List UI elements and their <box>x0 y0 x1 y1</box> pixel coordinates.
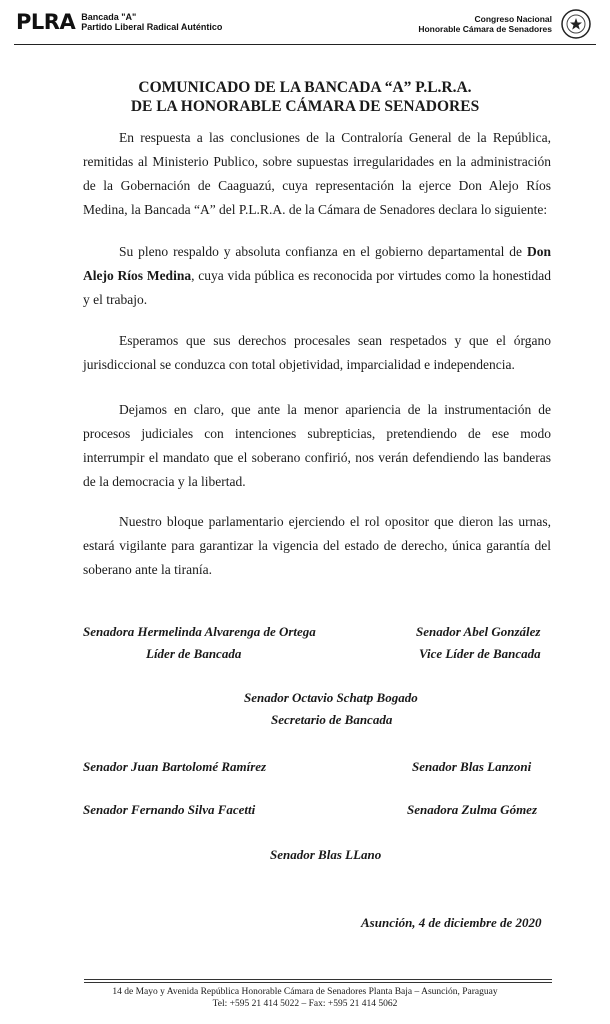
congress-line-2: Honorable Cámara de Senadores <box>418 24 552 34</box>
place-date: Asunción, 4 de diciembre de 2020 <box>361 915 542 930</box>
paragraph-3-text: Esperamos que sus derechos procesales sean respetados y que el órgano jurisdiccional se conduzca con total objetividad, imparcialidad e independencia. <box>83 333 551 372</box>
plra-wordmark: PLRA <box>16 10 76 34</box>
signature-name-6: Senador Fernando Silva Facetti <box>83 802 256 817</box>
paragraph-2-text-a: Su pleno respaldo y absoluta confianza en el gobierno departamental de <box>119 244 523 259</box>
paragraph-1-text: En respuesta a las conclusiones de la Contraloría General de la República, remitidas al Ministerio Publico, sobre supuestas irregularidades en la administración de la Gobernación de Caaguazú, cuya representación la ejerce Don Alejo Ríos Medina, la Bancada “A” del P.L.R.A. de la Cámara de Senadores declara lo siguiente: <box>83 130 551 217</box>
congress-line-1: Congreso Nacional <box>474 14 552 24</box>
governor-name: Don Alejo Ríos Medina <box>83 244 551 283</box>
footer-divider-bottom <box>84 982 552 983</box>
plra-logo <box>16 10 222 34</box>
signature-name-1: Senadora Hermelinda Alvarenga de Ortega <box>83 624 316 639</box>
letterhead <box>14 8 596 44</box>
bancada-label: Bancada "A" <box>81 12 137 22</box>
footer-divider-top <box>84 979 552 980</box>
paragraph-3 <box>83 329 551 377</box>
congress-label <box>418 14 552 34</box>
signature-name-5: Senador Blas Lanzoni <box>412 759 532 774</box>
signature-role-2: Vice Líder de Bancada <box>419 646 541 661</box>
signature-role-3: Secretario de Bancada <box>271 712 393 727</box>
national-seal-icon <box>560 8 592 40</box>
title-line-2: DE LA HONORABLE CÁMARA DE SENADORES <box>130 98 480 115</box>
signature-name-2: Senador Abel González <box>416 624 541 639</box>
paragraph-5 <box>83 510 551 582</box>
paragraph-2-text-b: , cuya vida pública es reconocida por virtudes como la honestidad y el trabajo. <box>83 268 551 307</box>
signature-name-4: Senador Juan Bartolomé Ramírez <box>83 759 267 774</box>
footer-address: 14 de Mayo y Avenida República Honorable Cámara de Senadores Planta Baja – Asunción, Paraguay <box>112 987 498 997</box>
paragraph-4 <box>83 398 551 494</box>
signature-name-7: Senadora Zulma Gómez <box>407 802 538 817</box>
paragraph-4-text: Dejamos en claro, que ante la menor apariencia de la instrumentación de procesos judiciales con intenciones subrepticias, pretendiendo de ese modo interrumpir el mandato que el soberano confirió, nos verán defendiendo las banderas de la democracia y la libertad. <box>83 402 551 489</box>
signature-role-1: Líder de Bancada <box>146 646 242 661</box>
header-divider <box>14 44 596 45</box>
paragraph-1 <box>83 126 551 222</box>
signature-name-3: Senador Octavio Schatp Bogado <box>244 690 418 705</box>
paragraph-2 <box>83 240 551 312</box>
footer-phones: Tel: +595 21 414 5022 – Fax: +595 21 414 5062 <box>212 999 398 1009</box>
title-line-1: COMUNICADO DE LA BANCADA “A” P.L.R.A. <box>138 79 472 96</box>
signature-name-8: Senador Blas LLano <box>270 847 382 862</box>
paragraph-5-text: Nuestro bloque parlamentario ejerciendo el rol opositor que dieron las urnas, estará vigilante para garantizar la vigencia del estado de derecho, única garantía del soberano ante la tiranía. <box>83 514 551 577</box>
party-name: Partido Liberal Radical Auténtico <box>81 22 223 32</box>
